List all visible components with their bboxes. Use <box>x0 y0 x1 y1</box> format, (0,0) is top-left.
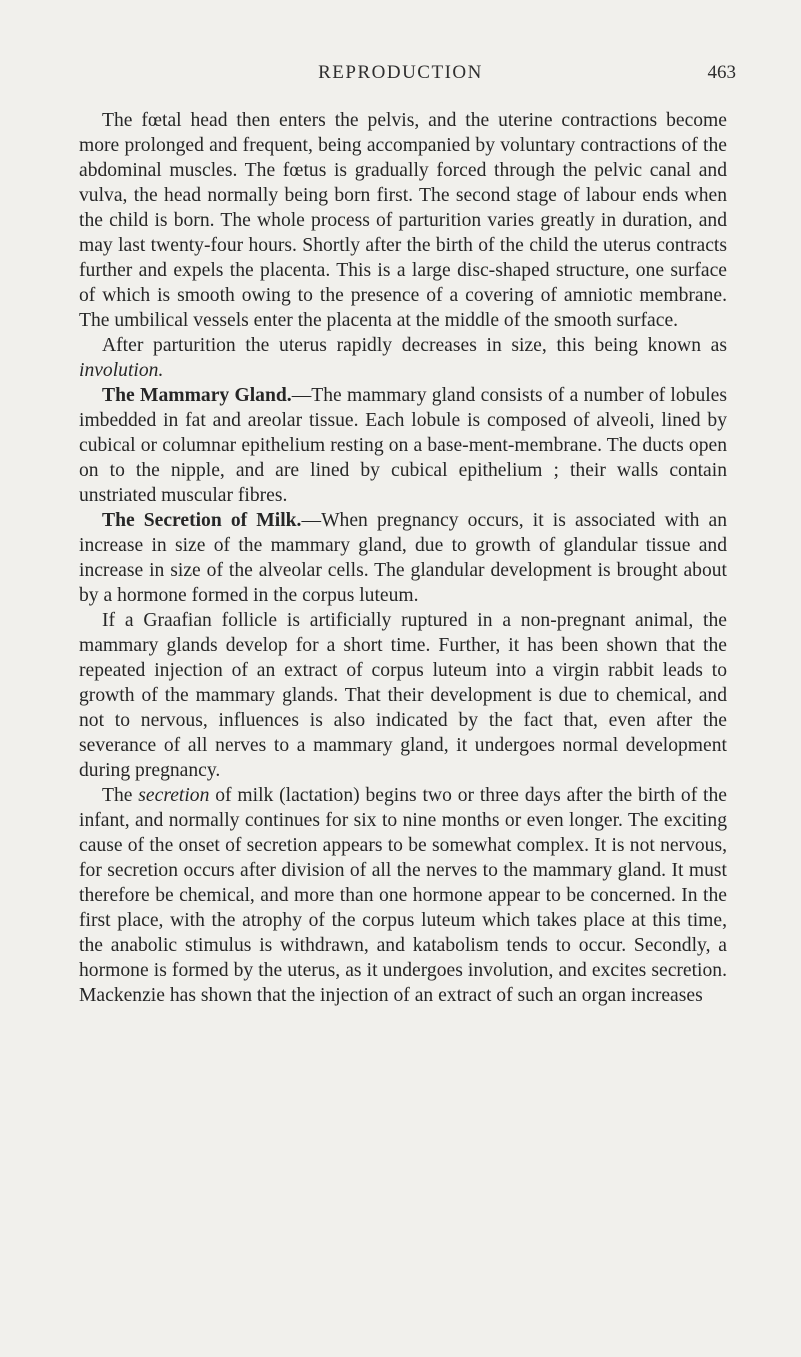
section-heading: The Mammary Gland. <box>102 385 292 406</box>
italic-term: involution. <box>79 360 164 381</box>
running-title: REPRODUCTION <box>318 62 483 83</box>
paragraph-lactation <box>79 783 727 1008</box>
italic-term: secretion <box>138 785 210 806</box>
paragraph-involution <box>79 333 727 383</box>
paragraph-text: of milk (lactation) begins two or three days after the birth of the infant, and normally continues for six to nine months or even longer. The exciting cause of the onset of secretion appears to be somewhat complex. It is not nervous, for secretion occurs after division of all the nerves to the mammary gland. It must therefore be chemical, and more than one hormone appear to be concerned. In the first place, with the atrophy of the corpus luteum which takes place at this time, the anabolic stimulus is withdrawn, and katabolism tends to occur. Secondly, a hormone is formed by the uterus, as it undergoes involution, and excites secretion. Mackenzie has shown that the injection of an extract of such an organ increases <box>79 785 727 1006</box>
paragraph-text: The <box>102 785 139 806</box>
paragraph-text: —The mammary gland consists of a number of lobules imbedded in fat and areolar tissue. Each lobule is composed of alveoli, lined by cubical or columnar epithelium resting on a base-ment-membrane. The ducts open on to the nipple, and are lined by cubical epithelium ; their walls contain unstriated muscular fibres. <box>79 385 728 506</box>
paragraph-graafian-follicle <box>79 608 727 783</box>
paragraph-text: If a Graafian follicle is artificially ruptured in a non-pregnant animal, the mammary glands develop for a short time. Further, it has been shown that the repeated injection of an extract of corpus luteum into a virgin rabbit leads to growth of the mammary glands. That their development is due to chemical, and not to nervous, influences is also indicated by the fact that, even after the severance of all nerves to a mammary gland, it undergoes normal development during pregnancy. <box>79 610 727 781</box>
page-header <box>0 62 801 92</box>
page-number: 463 <box>707 62 736 83</box>
paragraph-text: —When pregnancy occurs, it is associated with an increase in size of the mammary gland, due to growth of glandular tissue and increase in size of the alveolar cells. The glandular development is brought about by a hormone formed in the corpus luteum. <box>79 510 727 606</box>
paragraph-mammary-gland <box>79 383 727 508</box>
paragraph-secretion-of-milk <box>79 508 727 608</box>
paragraph-parturition <box>79 108 727 333</box>
body-text <box>79 108 727 1008</box>
section-heading: The Secretion of Milk. <box>102 510 302 531</box>
paragraph-text: The fœtal head then enters the pelvis, and the uterine contractions become more prolonged and frequent, being accompanied by voluntary contractions of the abdominal muscles. The fœtus is gradually forced through the pelvic canal and vulva, the head normally being born first. The second stage of labour ends when the child is born. The whole process of parturition varies greatly in duration, and may last twenty-four hours. Shortly after the birth of the child the uterus contracts further and expels the placenta. This is a large disc-shaped structure, one surface of which is smooth owing to the presence of a covering of amniotic membrane. The umbilical vessels enter the placenta at the middle of the smooth surface. <box>79 110 727 331</box>
paragraph-text: After parturition the uterus rapidly decreases in size, this being known as <box>102 335 727 356</box>
